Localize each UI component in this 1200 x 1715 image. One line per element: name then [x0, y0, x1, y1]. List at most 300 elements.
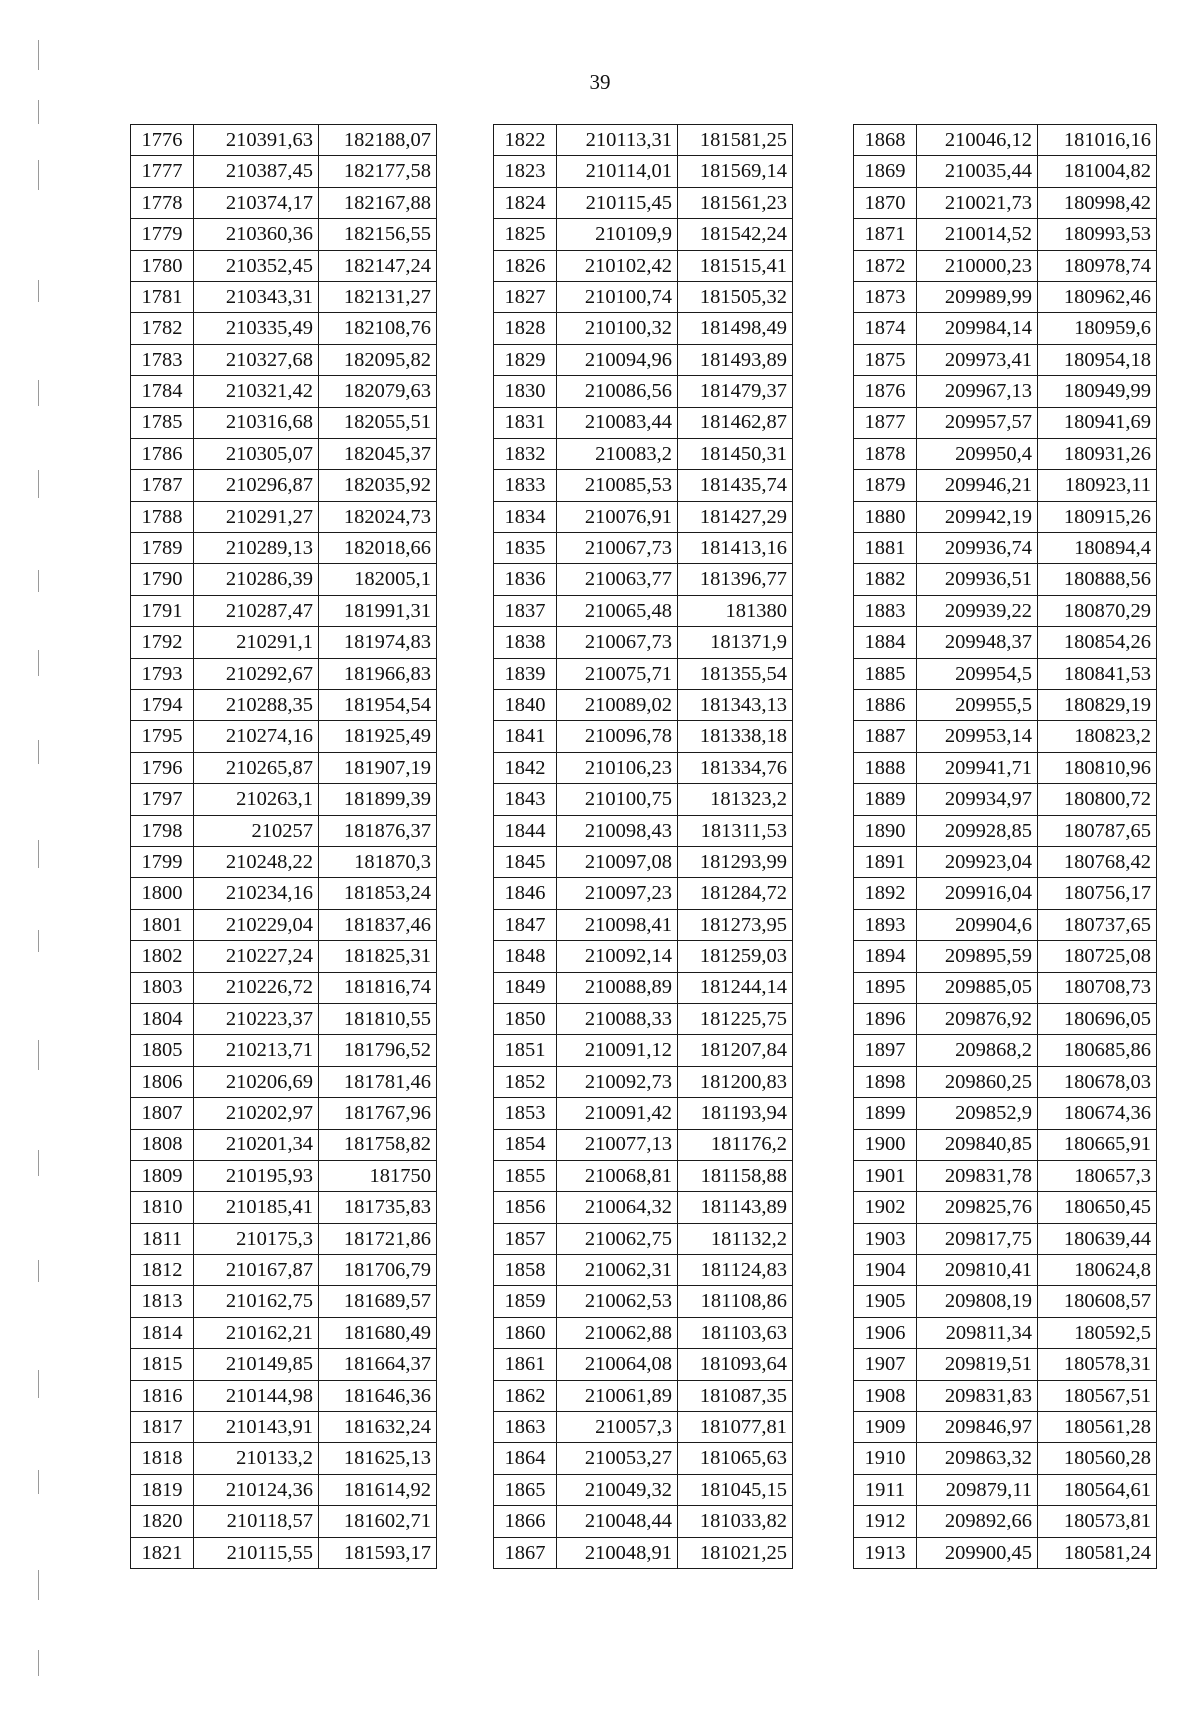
point-number-cell: 1905	[854, 1286, 917, 1317]
x-coordinate-cell: 209953,14	[917, 721, 1038, 752]
y-coordinate-cell: 180560,28	[1038, 1443, 1157, 1474]
y-coordinate-cell: 181837,46	[319, 909, 437, 940]
x-coordinate-cell: 210175,3	[194, 1223, 319, 1254]
table-row	[131, 1537, 437, 1568]
x-coordinate-cell: 210292,67	[194, 658, 319, 689]
y-coordinate-cell: 180800,72	[1038, 784, 1157, 815]
x-coordinate-cell: 210035,44	[917, 156, 1038, 187]
point-number-cell: 1887	[854, 721, 917, 752]
point-number-cell: 1853	[494, 1098, 557, 1129]
point-number-cell: 1878	[854, 438, 917, 469]
point-number-cell: 1800	[131, 878, 194, 909]
y-coordinate-cell: 181750	[319, 1160, 437, 1191]
x-coordinate-cell: 210106,23	[557, 752, 678, 783]
x-coordinate-cell: 210062,75	[557, 1223, 678, 1254]
x-coordinate-cell: 210360,36	[194, 219, 319, 250]
x-coordinate-cell: 210327,68	[194, 344, 319, 375]
x-coordinate-cell: 209817,75	[917, 1223, 1038, 1254]
x-coordinate-cell: 209973,41	[917, 344, 1038, 375]
point-number-cell: 1820	[131, 1506, 194, 1537]
point-number-cell: 1876	[854, 376, 917, 407]
point-number-cell: 1804	[131, 1003, 194, 1034]
table-row	[494, 501, 793, 532]
point-number-cell: 1781	[131, 281, 194, 312]
x-coordinate-cell: 209900,45	[917, 1537, 1038, 1568]
point-number-cell: 1866	[494, 1506, 557, 1537]
x-coordinate-cell: 210257	[194, 815, 319, 846]
table-row	[131, 1349, 437, 1380]
table-row	[494, 878, 793, 909]
x-coordinate-cell: 210291,27	[194, 501, 319, 532]
point-number-cell: 1909	[854, 1412, 917, 1443]
table-row	[131, 1506, 437, 1537]
table-row	[131, 1474, 437, 1505]
table-row	[854, 125, 1157, 156]
table-row	[494, 376, 793, 407]
table-row	[854, 1192, 1157, 1223]
table-row	[854, 1223, 1157, 1254]
table-row	[854, 344, 1157, 375]
point-number-cell: 1787	[131, 470, 194, 501]
y-coordinate-cell: 181664,37	[319, 1349, 437, 1380]
point-number-cell: 1851	[494, 1035, 557, 1066]
table-row	[494, 1537, 793, 1568]
x-coordinate-cell: 209863,32	[917, 1443, 1038, 1474]
point-number-cell: 1802	[131, 941, 194, 972]
x-coordinate-cell: 210102,42	[557, 250, 678, 281]
x-coordinate-cell: 210287,47	[194, 595, 319, 626]
y-coordinate-cell: 181735,83	[319, 1192, 437, 1223]
point-number-cell: 1868	[854, 125, 917, 156]
table-row	[494, 1286, 793, 1317]
x-coordinate-cell: 210265,87	[194, 752, 319, 783]
y-coordinate-cell: 181077,81	[678, 1412, 793, 1443]
y-coordinate-cell: 181311,53	[678, 815, 793, 846]
y-coordinate-cell: 181515,41	[678, 250, 793, 281]
y-coordinate-cell: 181561,23	[678, 187, 793, 218]
y-coordinate-cell: 181143,89	[678, 1192, 793, 1223]
coordinates-table-3-body	[854, 125, 1157, 1569]
y-coordinate-cell: 180787,65	[1038, 815, 1157, 846]
margin-scan-mark	[38, 1570, 39, 1600]
y-coordinate-cell: 180624,8	[1038, 1255, 1157, 1286]
x-coordinate-cell: 209831,78	[917, 1160, 1038, 1191]
point-number-cell: 1798	[131, 815, 194, 846]
x-coordinate-cell: 209967,13	[917, 376, 1038, 407]
x-coordinate-cell: 210305,07	[194, 438, 319, 469]
y-coordinate-cell: 181158,88	[678, 1160, 793, 1191]
table-row	[494, 250, 793, 281]
point-number-cell: 1910	[854, 1443, 917, 1474]
table-row	[854, 1035, 1157, 1066]
point-number-cell: 1797	[131, 784, 194, 815]
point-number-cell: 1873	[854, 281, 917, 312]
x-coordinate-cell: 210288,35	[194, 690, 319, 721]
table-row	[131, 752, 437, 783]
x-coordinate-cell: 209954,5	[917, 658, 1038, 689]
x-coordinate-cell: 209934,97	[917, 784, 1038, 815]
point-number-cell: 1795	[131, 721, 194, 752]
point-number-cell: 1867	[494, 1537, 557, 1568]
table-row	[854, 627, 1157, 658]
y-coordinate-cell: 181004,82	[1038, 156, 1157, 187]
table-row	[494, 784, 793, 815]
y-coordinate-cell: 180949,99	[1038, 376, 1157, 407]
margin-scan-mark	[38, 380, 39, 406]
x-coordinate-cell: 209895,59	[917, 941, 1038, 972]
point-number-cell: 1811	[131, 1223, 194, 1254]
x-coordinate-cell: 210195,93	[194, 1160, 319, 1191]
point-number-cell: 1776	[131, 125, 194, 156]
x-coordinate-cell: 210096,78	[557, 721, 678, 752]
x-coordinate-cell: 210321,42	[194, 376, 319, 407]
table-row	[854, 941, 1157, 972]
x-coordinate-cell: 209936,51	[917, 564, 1038, 595]
table-row	[494, 344, 793, 375]
y-coordinate-cell: 181907,19	[319, 752, 437, 783]
y-coordinate-cell: 181108,86	[678, 1286, 793, 1317]
y-coordinate-cell: 181498,49	[678, 313, 793, 344]
table-row	[131, 1286, 437, 1317]
x-coordinate-cell: 209852,9	[917, 1098, 1038, 1129]
table-row	[131, 564, 437, 595]
point-number-cell: 1874	[854, 313, 917, 344]
point-number-cell: 1849	[494, 972, 557, 1003]
x-coordinate-cell: 209810,41	[917, 1255, 1038, 1286]
x-coordinate-cell: 210100,75	[557, 784, 678, 815]
y-coordinate-cell: 180756,17	[1038, 878, 1157, 909]
point-number-cell: 1814	[131, 1317, 194, 1348]
y-coordinate-cell: 180841,53	[1038, 658, 1157, 689]
table-row	[854, 1349, 1157, 1380]
x-coordinate-cell: 210374,17	[194, 187, 319, 218]
margin-scan-mark	[38, 1260, 39, 1282]
x-coordinate-cell: 209846,97	[917, 1412, 1038, 1443]
y-coordinate-cell: 181293,99	[678, 846, 793, 877]
point-number-cell: 1777	[131, 156, 194, 187]
point-number-cell: 1793	[131, 658, 194, 689]
point-number-cell: 1895	[854, 972, 917, 1003]
x-coordinate-cell: 209957,57	[917, 407, 1038, 438]
x-coordinate-cell: 210048,91	[557, 1537, 678, 1568]
point-number-cell: 1826	[494, 250, 557, 281]
y-coordinate-cell: 181479,37	[678, 376, 793, 407]
point-number-cell: 1903	[854, 1223, 917, 1254]
x-coordinate-cell: 210149,85	[194, 1349, 319, 1380]
y-coordinate-cell: 181244,14	[678, 972, 793, 1003]
y-coordinate-cell: 180915,26	[1038, 501, 1157, 532]
y-coordinate-cell: 180854,26	[1038, 627, 1157, 658]
table-row	[131, 250, 437, 281]
x-coordinate-cell: 210289,13	[194, 533, 319, 564]
x-coordinate-cell: 210021,73	[917, 187, 1038, 218]
point-number-cell: 1854	[494, 1129, 557, 1160]
point-number-cell: 1871	[854, 219, 917, 250]
table-row	[131, 281, 437, 312]
x-coordinate-cell: 209923,04	[917, 846, 1038, 877]
point-number-cell: 1844	[494, 815, 557, 846]
x-coordinate-cell: 210088,89	[557, 972, 678, 1003]
y-coordinate-cell: 181991,31	[319, 595, 437, 626]
y-coordinate-cell: 180959,6	[1038, 313, 1157, 344]
point-number-cell: 1848	[494, 941, 557, 972]
point-number-cell: 1808	[131, 1129, 194, 1160]
table-row	[494, 1349, 793, 1380]
table-row	[494, 438, 793, 469]
y-coordinate-cell: 180696,05	[1038, 1003, 1157, 1034]
x-coordinate-cell: 210296,87	[194, 470, 319, 501]
margin-scan-mark	[38, 930, 39, 952]
margin-scan-mark	[38, 570, 39, 592]
y-coordinate-cell: 181632,24	[319, 1412, 437, 1443]
y-coordinate-cell: 180564,61	[1038, 1474, 1157, 1505]
y-coordinate-cell: 181016,16	[1038, 125, 1157, 156]
table-row	[854, 156, 1157, 187]
x-coordinate-cell: 210391,63	[194, 125, 319, 156]
x-coordinate-cell: 210068,81	[557, 1160, 678, 1191]
x-coordinate-cell: 210226,72	[194, 972, 319, 1003]
y-coordinate-cell: 182005,1	[319, 564, 437, 595]
table-row	[494, 1066, 793, 1097]
point-number-cell: 1778	[131, 187, 194, 218]
x-coordinate-cell: 209904,6	[917, 909, 1038, 940]
y-coordinate-cell: 180561,28	[1038, 1412, 1157, 1443]
table-row	[494, 815, 793, 846]
x-coordinate-cell: 210118,57	[194, 1506, 319, 1537]
y-coordinate-cell: 181103,63	[678, 1317, 793, 1348]
x-coordinate-cell: 210065,48	[557, 595, 678, 626]
y-coordinate-cell: 181087,35	[678, 1380, 793, 1411]
table-row	[854, 815, 1157, 846]
x-coordinate-cell: 209950,4	[917, 438, 1038, 469]
y-coordinate-cell: 180608,57	[1038, 1286, 1157, 1317]
x-coordinate-cell: 210234,16	[194, 878, 319, 909]
point-number-cell: 1907	[854, 1349, 917, 1380]
x-coordinate-cell: 210064,32	[557, 1192, 678, 1223]
point-number-cell: 1859	[494, 1286, 557, 1317]
x-coordinate-cell: 210089,02	[557, 690, 678, 721]
y-coordinate-cell: 182055,51	[319, 407, 437, 438]
x-coordinate-cell: 210113,31	[557, 125, 678, 156]
table-row	[854, 438, 1157, 469]
x-coordinate-cell: 209831,83	[917, 1380, 1038, 1411]
y-coordinate-cell: 181045,15	[678, 1474, 793, 1505]
y-coordinate-cell: 181132,2	[678, 1223, 793, 1254]
y-coordinate-cell: 181323,2	[678, 784, 793, 815]
y-coordinate-cell: 181899,39	[319, 784, 437, 815]
y-coordinate-cell: 181334,76	[678, 752, 793, 783]
table-row	[494, 627, 793, 658]
table-row	[854, 658, 1157, 689]
point-number-cell: 1806	[131, 1066, 194, 1097]
table-row	[854, 1506, 1157, 1537]
x-coordinate-cell: 210124,36	[194, 1474, 319, 1505]
x-coordinate-cell: 210000,23	[917, 250, 1038, 281]
table-row	[131, 1003, 437, 1034]
point-number-cell: 1786	[131, 438, 194, 469]
x-coordinate-cell: 210263,1	[194, 784, 319, 815]
y-coordinate-cell: 181273,95	[678, 909, 793, 940]
page-number: 39	[589, 70, 611, 94]
table-row	[131, 1443, 437, 1474]
table-row	[131, 815, 437, 846]
x-coordinate-cell: 210067,73	[557, 627, 678, 658]
table-row	[854, 1098, 1157, 1129]
point-number-cell: 1788	[131, 501, 194, 532]
point-number-cell: 1872	[854, 250, 917, 281]
table-row	[854, 909, 1157, 940]
point-number-cell: 1912	[854, 1506, 917, 1537]
point-number-cell: 1880	[854, 501, 917, 532]
table-row	[131, 627, 437, 658]
y-coordinate-cell: 180998,42	[1038, 187, 1157, 218]
point-number-cell: 1852	[494, 1066, 557, 1097]
table-row	[131, 784, 437, 815]
point-number-cell: 1832	[494, 438, 557, 469]
table-row	[494, 156, 793, 187]
y-coordinate-cell: 181542,24	[678, 219, 793, 250]
y-coordinate-cell: 181758,82	[319, 1129, 437, 1160]
y-coordinate-cell: 181343,13	[678, 690, 793, 721]
table-row	[494, 595, 793, 626]
table-row	[131, 721, 437, 752]
point-number-cell: 1883	[854, 595, 917, 626]
point-number-cell: 1834	[494, 501, 557, 532]
table-row	[494, 1412, 793, 1443]
x-coordinate-cell: 210083,44	[557, 407, 678, 438]
point-number-cell: 1784	[131, 376, 194, 407]
x-coordinate-cell: 209885,05	[917, 972, 1038, 1003]
point-number-cell: 1881	[854, 533, 917, 564]
table-row	[854, 1443, 1157, 1474]
y-coordinate-cell: 180650,45	[1038, 1192, 1157, 1223]
y-coordinate-cell: 182167,88	[319, 187, 437, 218]
x-coordinate-cell: 210097,08	[557, 846, 678, 877]
x-coordinate-cell: 210114,01	[557, 156, 678, 187]
x-coordinate-cell: 210097,23	[557, 878, 678, 909]
point-number-cell: 1870	[854, 187, 917, 218]
y-coordinate-cell: 180674,36	[1038, 1098, 1157, 1129]
point-number-cell: 1816	[131, 1380, 194, 1411]
point-number-cell: 1904	[854, 1255, 917, 1286]
margin-scan-mark	[38, 1370, 39, 1398]
x-coordinate-cell: 210067,73	[557, 533, 678, 564]
y-coordinate-cell: 180578,31	[1038, 1349, 1157, 1380]
y-coordinate-cell: 180954,18	[1038, 344, 1157, 375]
point-number-cell: 1897	[854, 1035, 917, 1066]
table-row	[854, 595, 1157, 626]
x-coordinate-cell: 209955,5	[917, 690, 1038, 721]
point-number-cell: 1824	[494, 187, 557, 218]
table-row	[854, 1317, 1157, 1348]
x-coordinate-cell: 210088,33	[557, 1003, 678, 1034]
x-coordinate-cell: 209948,37	[917, 627, 1038, 658]
point-number-cell: 1902	[854, 1192, 917, 1223]
y-coordinate-cell: 181569,14	[678, 156, 793, 187]
point-number-cell: 1889	[854, 784, 917, 815]
point-number-cell: 1841	[494, 721, 557, 752]
table-row	[131, 658, 437, 689]
y-coordinate-cell: 182024,73	[319, 501, 437, 532]
y-coordinate-cell: 180581,24	[1038, 1537, 1157, 1568]
x-coordinate-cell: 210053,27	[557, 1443, 678, 1474]
table-row	[494, 846, 793, 877]
table-row	[131, 846, 437, 877]
x-coordinate-cell: 210162,75	[194, 1286, 319, 1317]
table-row	[131, 376, 437, 407]
point-number-cell: 1845	[494, 846, 557, 877]
y-coordinate-cell: 180573,81	[1038, 1506, 1157, 1537]
table-row	[131, 595, 437, 626]
point-number-cell: 1842	[494, 752, 557, 783]
margin-scan-mark	[38, 280, 39, 302]
point-number-cell: 1799	[131, 846, 194, 877]
coordinates-table-2	[493, 124, 793, 1569]
y-coordinate-cell: 181810,55	[319, 1003, 437, 1034]
point-number-cell: 1891	[854, 846, 917, 877]
point-number-cell: 1822	[494, 125, 557, 156]
x-coordinate-cell: 210092,14	[557, 941, 678, 972]
table-row	[854, 1255, 1157, 1286]
point-number-cell: 1890	[854, 815, 917, 846]
y-coordinate-cell: 180931,26	[1038, 438, 1157, 469]
table-row	[854, 752, 1157, 783]
x-coordinate-cell: 210109,9	[557, 219, 678, 250]
table-row	[131, 690, 437, 721]
y-coordinate-cell: 181427,29	[678, 501, 793, 532]
table-row	[494, 1223, 793, 1254]
table-row	[854, 690, 1157, 721]
table-row	[131, 1066, 437, 1097]
x-coordinate-cell: 210335,49	[194, 313, 319, 344]
table-row	[494, 752, 793, 783]
table-row	[854, 564, 1157, 595]
x-coordinate-cell: 209868,2	[917, 1035, 1038, 1066]
table-row	[494, 690, 793, 721]
x-coordinate-cell: 209892,66	[917, 1506, 1038, 1537]
point-number-cell: 1805	[131, 1035, 194, 1066]
x-coordinate-cell: 210091,42	[557, 1098, 678, 1129]
table-row	[494, 721, 793, 752]
point-number-cell: 1857	[494, 1223, 557, 1254]
y-coordinate-cell: 180737,65	[1038, 909, 1157, 940]
table-row	[131, 1098, 437, 1129]
y-coordinate-cell: 181207,84	[678, 1035, 793, 1066]
x-coordinate-cell: 209984,14	[917, 313, 1038, 344]
point-number-cell: 1899	[854, 1098, 917, 1129]
point-number-cell: 1801	[131, 909, 194, 940]
x-coordinate-cell: 210085,53	[557, 470, 678, 501]
y-coordinate-cell: 181925,49	[319, 721, 437, 752]
point-number-cell: 1813	[131, 1286, 194, 1317]
x-coordinate-cell: 210291,1	[194, 627, 319, 658]
coordinates-table-1	[130, 124, 437, 1569]
coordinates-table-2-body	[494, 125, 793, 1569]
margin-scan-mark	[38, 160, 39, 190]
table-row	[854, 219, 1157, 250]
x-coordinate-cell: 210094,96	[557, 344, 678, 375]
table-row	[854, 313, 1157, 344]
y-coordinate-cell: 182018,66	[319, 533, 437, 564]
table-row	[854, 1380, 1157, 1411]
table-row	[494, 1035, 793, 1066]
y-coordinate-cell: 181371,9	[678, 627, 793, 658]
margin-scan-mark	[38, 1040, 39, 1070]
y-coordinate-cell: 180678,03	[1038, 1066, 1157, 1097]
point-number-cell: 1780	[131, 250, 194, 281]
y-coordinate-cell: 180894,4	[1038, 533, 1157, 564]
y-coordinate-cell: 181193,94	[678, 1098, 793, 1129]
